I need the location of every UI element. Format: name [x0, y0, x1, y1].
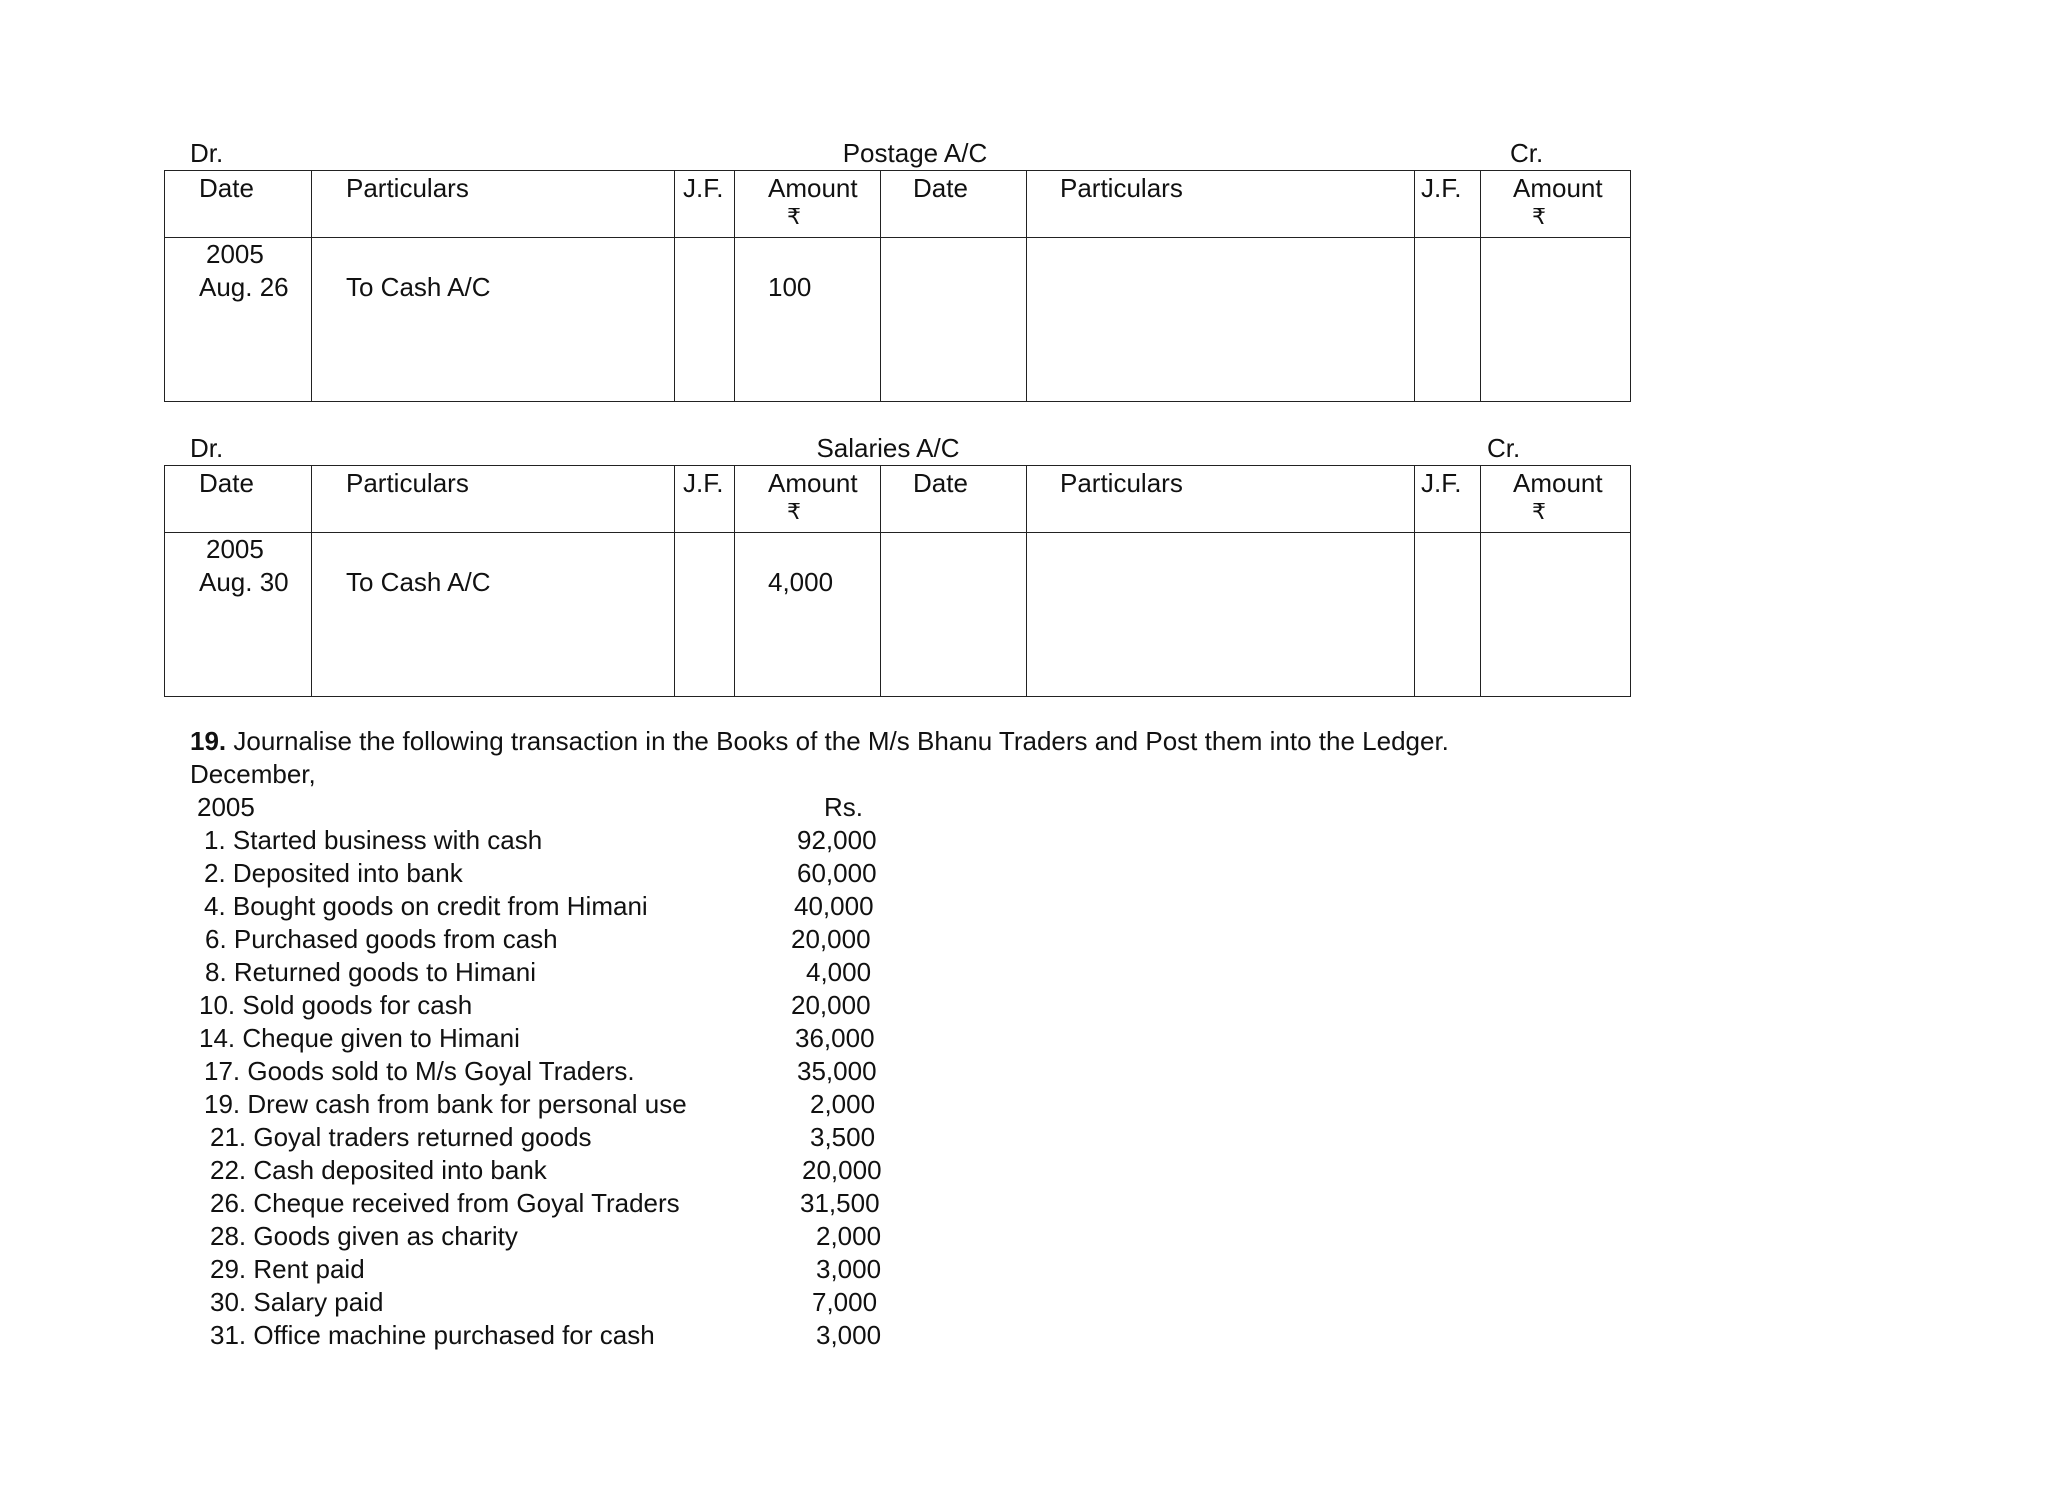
- question-number: 19.: [190, 726, 227, 756]
- entry-particulars: To Cash A/C: [346, 272, 491, 302]
- header-amount-credit: Amount: [1513, 173, 1603, 203]
- transaction-amount: 40,000: [794, 891, 874, 921]
- column-divider: [674, 171, 675, 401]
- entry-year: 2005: [206, 534, 264, 564]
- question-month: December,: [190, 759, 316, 789]
- debit-label: Dr.: [190, 433, 224, 463]
- question-body: Journalise the following transaction in the Books of the M/s Bhanu Traders and Post them into the Ledger.: [233, 726, 1449, 756]
- entry-date: Aug. 30: [199, 567, 289, 597]
- transaction-text: 8. Returned goods to Himani: [205, 957, 536, 987]
- rupee-icon: ₹: [1532, 500, 1546, 525]
- amount-column-header: Rs.: [824, 792, 863, 822]
- header-date-debit: Date: [199, 468, 254, 498]
- column-divider: [1480, 466, 1481, 696]
- column-divider: [311, 171, 312, 401]
- column-divider: [1480, 171, 1481, 401]
- header-date-debit: Date: [199, 173, 254, 203]
- transaction-text: 6. Purchased goods from cash: [205, 924, 558, 954]
- header-particulars-credit: Particulars: [1060, 468, 1183, 498]
- transaction-amount: 3,500: [810, 1122, 876, 1152]
- header-particulars-debit: Particulars: [346, 173, 469, 203]
- transaction-amount: 35,000: [797, 1056, 877, 1086]
- transaction-amount: 36,000: [795, 1023, 875, 1053]
- column-divider: [1414, 466, 1415, 696]
- transaction-amount: 20,000: [791, 924, 871, 954]
- column-divider: [311, 466, 312, 696]
- transaction-amount: 31,500: [800, 1188, 880, 1218]
- transaction-text: 30. Salary paid: [210, 1287, 384, 1317]
- header-date-credit: Date: [913, 173, 968, 203]
- rupee-icon: ₹: [787, 500, 801, 525]
- transaction-amount: 3,000: [816, 1254, 882, 1284]
- header-divider: [165, 237, 1630, 238]
- transaction-text: 10. Sold goods for cash: [199, 990, 473, 1020]
- transaction-amount: 3,000: [816, 1320, 882, 1350]
- header-particulars-credit: Particulars: [1060, 173, 1183, 203]
- entry-amount: 100: [768, 272, 812, 302]
- header-jf-credit: J.F.: [1421, 173, 1462, 203]
- transaction-text: 29. Rent paid: [210, 1254, 365, 1284]
- transaction-text: 28. Goods given as charity: [210, 1221, 518, 1251]
- transaction-text: 22. Cash deposited into bank: [210, 1155, 547, 1185]
- question-text: [190, 728, 1449, 754]
- header-jf-debit: J.F.: [683, 468, 724, 498]
- header-date-credit: Date: [913, 468, 968, 498]
- transaction-text: 31. Office machine purchased for cash: [210, 1320, 655, 1350]
- transaction-amount: 20,000: [802, 1155, 882, 1185]
- transaction-amount: 4,000: [806, 957, 872, 987]
- transaction-text: 17. Goods sold to M/s Goyal Traders.: [204, 1056, 635, 1086]
- transaction-text: 2. Deposited into bank: [204, 858, 463, 888]
- header-amount-debit: Amount: [768, 468, 858, 498]
- debit-label: Dr.: [190, 138, 224, 168]
- ledger-title: Postage A/C: [842, 138, 988, 168]
- column-divider: [674, 466, 675, 696]
- transaction-text: 19. Drew cash from bank for personal use: [204, 1089, 687, 1119]
- transaction-text: 21. Goyal traders returned goods: [210, 1122, 592, 1152]
- transaction-text: 4. Bought goods on credit from Himani: [204, 891, 648, 921]
- column-divider: [734, 466, 735, 696]
- rupee-icon: ₹: [1532, 205, 1546, 230]
- column-divider: [1026, 466, 1027, 696]
- column-divider: [1026, 171, 1027, 401]
- entry-year: 2005: [206, 239, 264, 269]
- transaction-amount: 92,000: [797, 825, 877, 855]
- credit-label: Cr.: [1487, 433, 1521, 463]
- ledger-table: [164, 170, 1631, 402]
- transaction-text: 1. Started business with cash: [204, 825, 543, 855]
- transaction-text: 14. Cheque given to Himani: [199, 1023, 520, 1053]
- header-jf-credit: J.F.: [1421, 468, 1462, 498]
- rupee-icon: ₹: [787, 205, 801, 230]
- ledger-table: [164, 465, 1631, 697]
- column-divider: [734, 171, 735, 401]
- column-divider: [880, 466, 881, 696]
- transaction-text: 26. Cheque received from Goyal Traders: [210, 1188, 680, 1218]
- column-divider: [1414, 171, 1415, 401]
- entry-amount: 4,000: [768, 567, 834, 597]
- credit-label: Cr.: [1510, 138, 1544, 168]
- transaction-amount: 60,000: [797, 858, 877, 888]
- transaction-amount: 20,000: [791, 990, 871, 1020]
- question-year: 2005: [197, 792, 255, 822]
- entry-particulars: To Cash A/C: [346, 567, 491, 597]
- column-divider: [880, 171, 881, 401]
- header-amount-debit: Amount: [768, 173, 858, 203]
- header-particulars-debit: Particulars: [346, 468, 469, 498]
- transaction-amount: 2,000: [816, 1221, 882, 1251]
- transaction-amount: 7,000: [812, 1287, 878, 1317]
- header-jf-debit: J.F.: [683, 173, 724, 203]
- header-amount-credit: Amount: [1513, 468, 1603, 498]
- header-divider: [165, 532, 1630, 533]
- entry-date: Aug. 26: [199, 272, 289, 302]
- transaction-amount: 2,000: [810, 1089, 876, 1119]
- ledger-title: Salaries A/C: [816, 433, 960, 463]
